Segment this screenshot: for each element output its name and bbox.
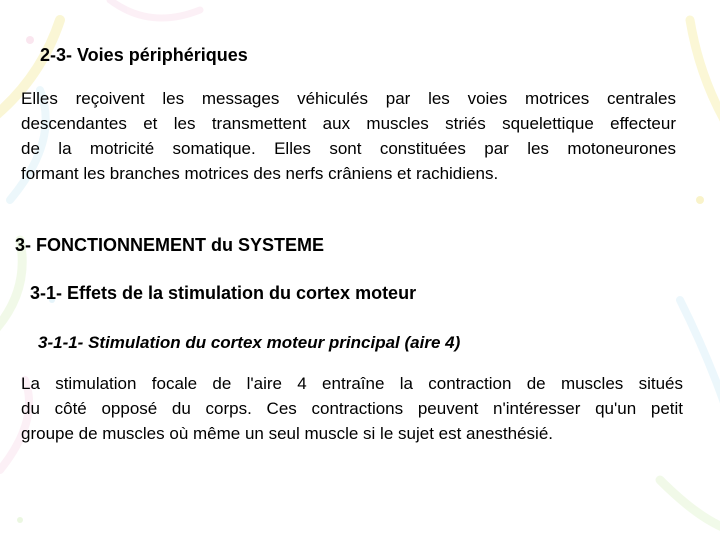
paragraph-line: du côté opposé du corps. Ces contractions peuvent n'intéresser qu'un petit bbox=[21, 399, 683, 418]
paragraph-line: Elles reçoivent les messages véhiculés par les voies motrices centrales bbox=[21, 89, 676, 108]
heading-fonctionnement-systeme: 3- FONCTIONNEMENT du SYSTEME bbox=[15, 235, 325, 255]
paragraph-voies-peripheriques bbox=[21, 86, 676, 186]
heading-effets-stimulation: 3-1- Effets de la stimulation du cortex moteur bbox=[30, 283, 417, 303]
paragraph-line: descendantes et les transmettent aux muscles striés squelettique effecteur bbox=[21, 114, 676, 133]
heading-voies-peripheriques: 2-3- Voies périphériques bbox=[40, 45, 248, 65]
paragraph-line: formant les branches motrices des nerfs crâniens et rachidiens. bbox=[21, 164, 499, 183]
heading-stimulation-cortex-principal: 3-1-1- Stimulation du cortex moteur principal (aire 4) bbox=[38, 333, 461, 352]
paragraph-stimulation-aire-4 bbox=[21, 371, 683, 446]
paragraph-line: La stimulation focale de l'aire 4 entraîne la contraction de muscles situés bbox=[21, 374, 683, 393]
paragraph-line: groupe de muscles où même un seul muscle si le sujet est anesthésié. bbox=[21, 424, 553, 443]
paragraph-line: de la motricité somatique. Elles sont constituées par les motoneurones bbox=[21, 139, 676, 158]
